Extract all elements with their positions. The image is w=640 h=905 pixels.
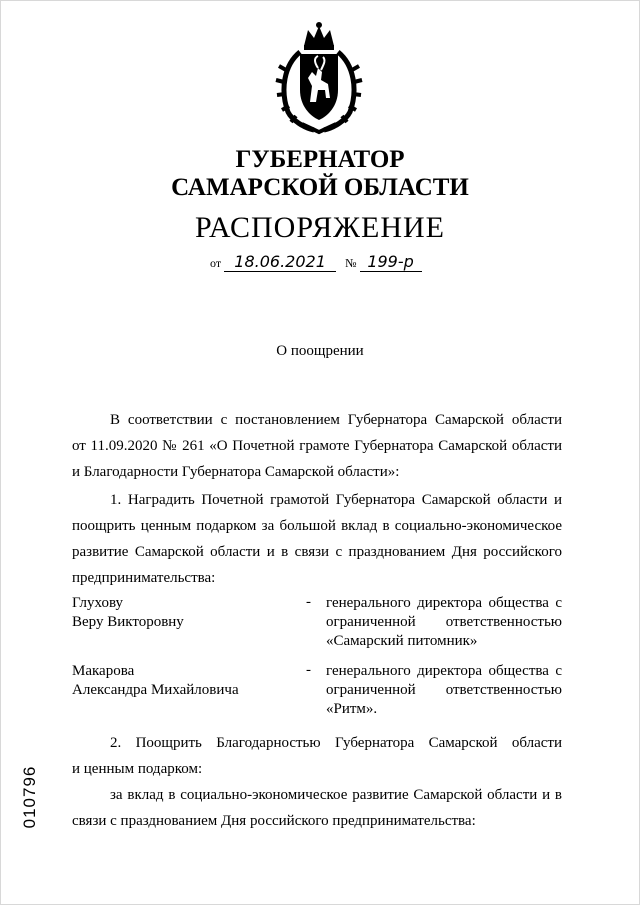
awardee-given-names: Веру Викторовну (72, 614, 184, 630)
awardee-position (326, 594, 562, 651)
awardee-dash: - (306, 594, 311, 610)
text-line: «Самарский питомник» (326, 633, 478, 649)
number-label: № (345, 256, 357, 270)
awardee-dash: - (306, 662, 311, 678)
order-date: 18.06.2021 (224, 252, 336, 272)
awardee-surname: Глухову (72, 595, 124, 611)
awardee-surname: Макарова (72, 663, 135, 679)
from-label: от (210, 256, 222, 270)
item-2-paragraph (72, 730, 562, 782)
coat-of-arms-icon (274, 20, 364, 135)
awardee-name (72, 594, 292, 632)
text-line: генерального директора общества с (326, 595, 562, 611)
text-line: от 11.09.2020 № 261 «О Почетной грамоте Губернатора Самарской области (72, 438, 562, 454)
text-line: и Благодарности Губернатора Самарской области»: (72, 464, 400, 480)
authority-title-line2: САМАРСКОЙ ОБЛАСТИ (171, 174, 469, 201)
awardee-given-names: Александра Михайловича (72, 682, 239, 698)
awardee-name (72, 662, 292, 700)
text-line: за вклад в социально-экономическое развитие Самарской области и в (110, 787, 562, 803)
order-line (210, 252, 422, 272)
text-line: развитие Самарской области и в связи с празднованием Дня российского (72, 544, 562, 560)
item-1-paragraph (72, 487, 562, 591)
text-line: и ценным подарком: (72, 761, 203, 777)
text-line: генерального директора общества с (326, 663, 562, 679)
text-line: В соответствии с постановлением Губернатора Самарской области (110, 412, 562, 428)
document-type: РАСПОРЯЖЕНИЕ (194, 211, 446, 244)
text-line: 2. Поощрить Благодарностью Губернатора Самарской области (110, 735, 562, 751)
item-2-detail-paragraph (72, 782, 562, 834)
text-line: ограниченной ответственностью (326, 614, 562, 630)
margin-stamp-number (10, 762, 50, 832)
text-line: поощрить ценным подарком за большой вклад в социально-экономическое (72, 518, 562, 534)
intro-paragraph (72, 407, 562, 485)
text-line: ограниченной ответственностью (326, 682, 562, 698)
awardee-position (326, 662, 562, 719)
text-line: связи с празднованием Дня российского предпринимательства: (72, 813, 476, 829)
text-line: 1. Наградить Почетной грамотой Губернатора Самарской области и (110, 492, 562, 508)
text-line: «Ритм». (326, 701, 378, 717)
order-number: 199-р (360, 252, 422, 272)
text-line: предпринимательства: (72, 570, 216, 586)
stamp-number-text: 010796 (20, 765, 39, 829)
document-subject: О поощрении (276, 343, 364, 359)
authority-title-line1: ГУБЕРНАТОР (235, 146, 405, 173)
